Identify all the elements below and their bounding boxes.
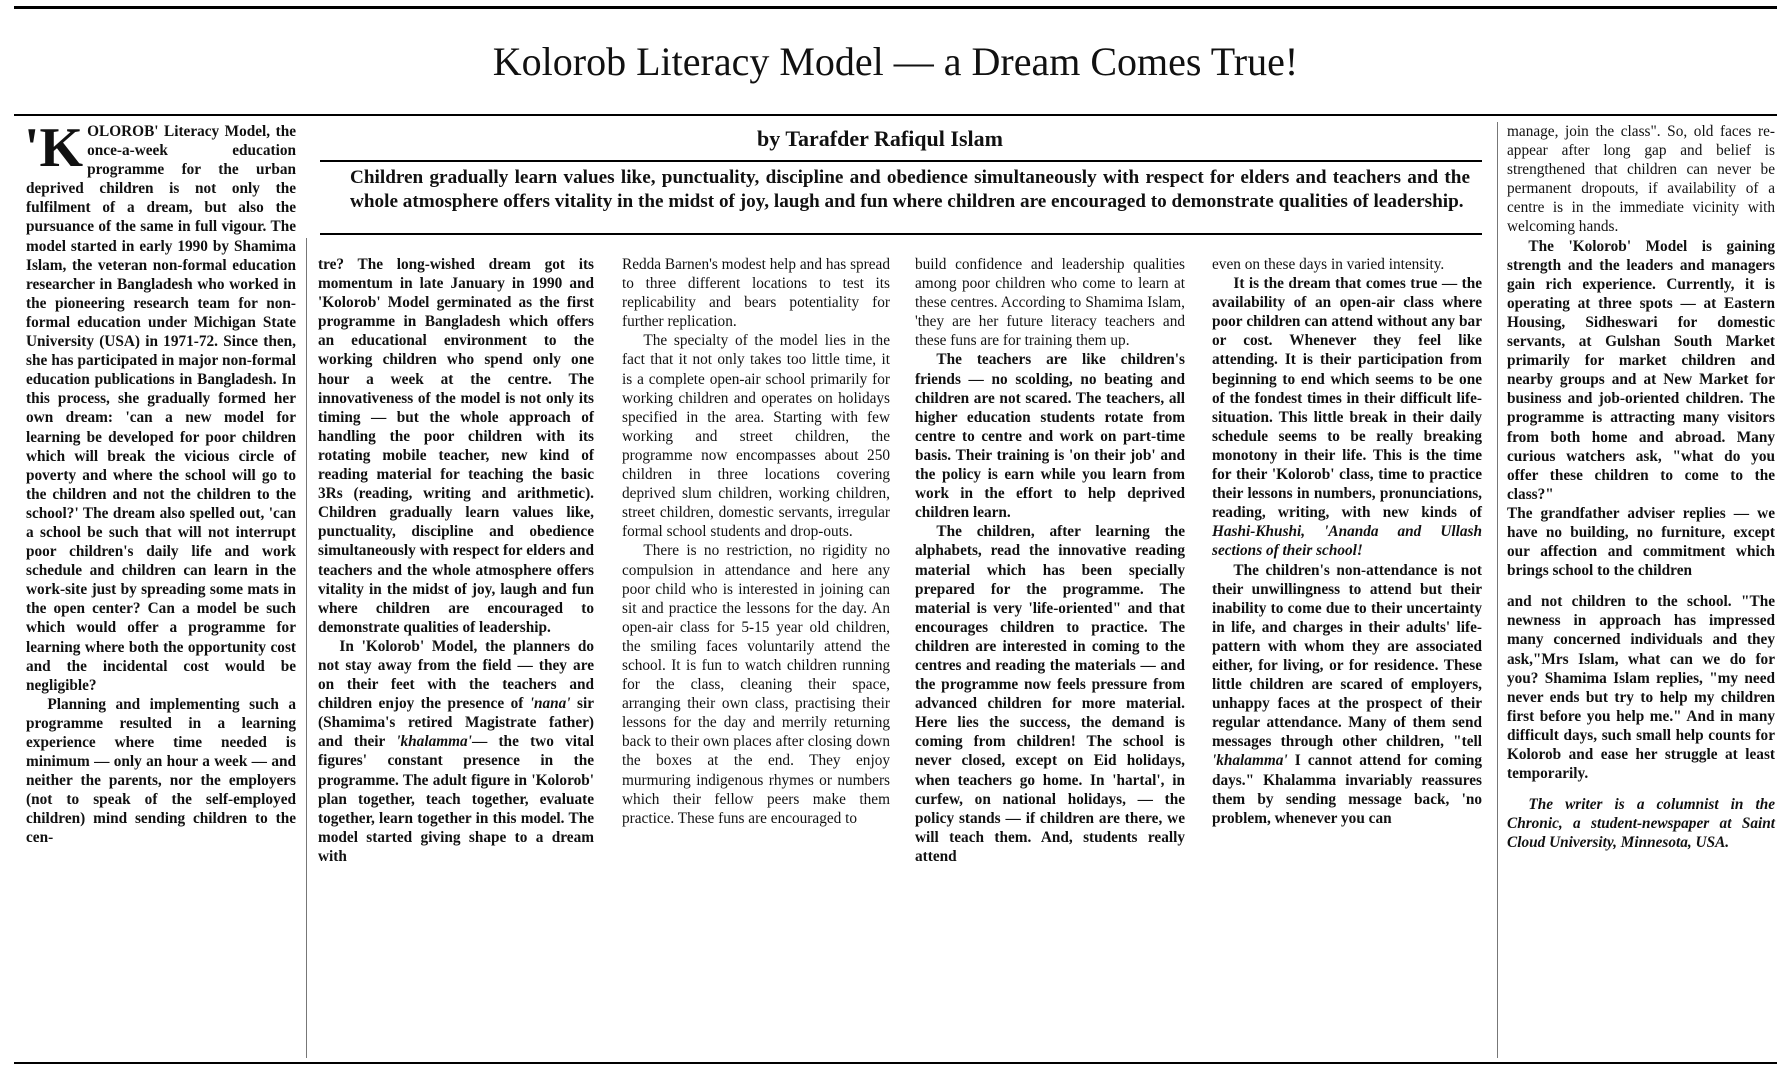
top-rule <box>14 6 1777 9</box>
col1-p1-text: OLOROB' Literacy Model, the once-a-week education programme for the urban deprived children is not only the fulfilment of a dream, but also the pursuance of the same in full vigour. The model started in early 1990 by Shamima Islam, the veteran non-formal education researcher in Bangladesh who worked in the pioneering research team for non-formal education under Michigan State University (USA) in 1971-72. Since then, she has participated in major non-formal education publications in Bangladesh. In this process, she gradually formed her own dream: 'can a new model for learning be developed for poor children which will break the vicious circle of poverty and where the school will go to the children and not the children to the school?' The dream also spelled out, 'can a school be such that will not interrupt poor children's daily life and work schedule and children can learn in the work-site just by spreading some mats in the open center? Can a model be such which would offer a programme for learning where both the opportunity cost and the incidental cost would be negligible? <box>26 123 296 694</box>
headline-rule <box>14 114 1777 116</box>
column-2 <box>318 255 594 866</box>
column-divider <box>306 238 307 1058</box>
col5-p2-text-b: Hashi-Khushi, 'Ananda and Ullash sections of their school! <box>1212 523 1482 560</box>
column-5 <box>1212 255 1482 828</box>
byline: by Tarafder Rafiqul Islam <box>757 126 1003 151</box>
column-1 <box>24 117 296 848</box>
col6-paragraph-2: The 'Kolorob' Model is gaining strength and the leaders and managers gain rich experience. Currently, it is operating at three spots — at Eastern Housing, Sidheswari for domestic servants, at Gulshan South Market primarily for market children and nearby groups and at New Market for business and job-oriented children. The programme is attracting many visitors from both home and abroad. Many curious watchers ask, "what do you offer these children to come to the class?" <box>1507 237 1775 503</box>
column-divider-right <box>1497 122 1498 1058</box>
author-note: The writer is a columnist in the Chronic, a student-newspaper at Saint Cloud University, Minnesota, USA. <box>1507 796 1775 852</box>
col2-p2-text-a: In 'Kolorob' Model, the planners do not stay away from the field — they are on their feet with the teachers and children enjoy the presence of <box>318 637 594 713</box>
col5-p2-text-a: It is the dream that comes true — the availability of an open-air class where poor children can attend without any bar or cost. Whenever they feel like attending. It is their participation from beginning to end which seems to be one of the fondest times in their difficult life-situation. This little break in their daily schedule seems to be really breaking monotony in their life. This is the time for their 'Kolorob' class, time to practice their lessons in numbers, pronunciations, reading, writing, with new kinds of <box>1212 275 1482 522</box>
col1-paragraph-2: Planning and implementing such a programme resulted in a learning experience where time needed is minimum — only an hour a week — and neither the parents, nor the employers (not to speak of the self-employed children) mind sending children to the cen- <box>26 695 296 847</box>
col1-paragraph-1 <box>24 117 296 695</box>
column-3 <box>622 255 890 828</box>
col5-paragraph-2 <box>1212 274 1482 560</box>
col2-paragraph-2 <box>318 637 594 866</box>
headline: Kolorob Literacy Model — a Dream Comes True! <box>492 39 1299 84</box>
deck: Children gradually learn values like, punctuality, discipline and obedience simultaneously with respect for elders and teachers and the whole atmosphere offers vitality in the midst of joy, laugh and fun where children are encouraged to demonstrate qualities of leadership. <box>350 167 1470 212</box>
col2-p2-khalamma: 'khalamma' <box>396 733 472 751</box>
col3-paragraph-2: The specialty of the model lies in the fact that it not only takes too little time, it is a complete open-air school primarily for working children and operates on holidays specified in the area. Starting with few working and street children, the programme now encompasses about 250 children in three locations covering deprived slum children, working children, street children, domestic servants, irregular formal school students and drop-outs. <box>622 332 890 541</box>
col2-p2-nana: 'nana' <box>529 695 571 713</box>
col6-paragraph-3: The grandfather adviser replies — we have no building, no furniture, except our affection and commitment which brings school to the children <box>1507 504 1775 580</box>
col2-p2-text-b: sir (Shamima's retired Magistrate father) and their <box>318 695 594 751</box>
col6-paragraph-4: and not children to the school. "The newness in approach has impressed many concerned individuals and they ask,"Mrs Islam, what can we do for you? Shamima Islam replies, "my need never ends but try to help my children first before you help me." And in many difficult days, such small help counts for Kolorob and ease her struggle at least temporarily. <box>1507 593 1775 783</box>
deck-rule-top <box>320 160 1482 162</box>
deck-rule <box>320 233 1482 235</box>
col6-paragraph-1: manage, join the class". So, old faces re-appear after long gap and belief is strengthened that children can never be permanent dropouts, if availability of a centre is in the immediate vicinity with welcoming hands. <box>1507 123 1775 236</box>
col5-p3-text-a: The children's non-attendance is not their unwillingness to attend but their inability to come due to their uncertainty in life, and charges in their adults' life-pattern with whom they are associated either, for living, or for residence. These little children are scared of employers, unhappy faces at the prospect of their regular attendance. Many of them send messages through other children, "tell <box>1212 561 1482 751</box>
column-6 <box>1507 122 1775 852</box>
col2-p2-text-c: — the two vital figures' constant presence in the programme. The adult figure in 'Kolorob' plan together, teach together, evaluate together, learn together in this model. The model started giving shape to a dream with <box>318 733 594 865</box>
drop-cap: 'K <box>24 117 84 179</box>
bottom-rule <box>14 1062 1777 1064</box>
col5-paragraph-3 <box>1212 561 1482 828</box>
col5-p3-khalamma: 'khalamma' <box>1212 752 1288 770</box>
col4-paragraph-3: The children, after learning the alphabets, read the innovative reading material which has been specially prepared for the programme. The material is very 'life-oriented" and that encourages children to practice. The children are interested in coming to the centres and reading the materials — and the programme now feels pressure from advanced children for more material. Here lies the success, the demand is coming from children! The school is never closed, except on Eid holidays, when teachers go home. In 'hartal', in curfew, on national holidays, — the policy stands — if children are there, we will teach them. And, students really attend <box>915 523 1185 865</box>
col2-paragraph-1: tre? The long-wished dream got its momentum in late January in 1990 and 'Kolorob' Model germinated as the first programme in Bangladesh which offers an educational environment to the working children who spend only one hour a week at the centre. The innovativeness of the model is not only its timing — but the whole approach of handling the poor children with its rotating mobile teacher, new kind of reading material for teaching the basic 3Rs (reading, writing and arithmetic). Children gradually learn values like, punctuality, discipline and obedience simultaneously with respect for elders and teachers and the whole atmosphere offers vitality in the midst of joy, laugh and fun where children are encouraged to demonstrate qualities of leadership. <box>318 256 594 636</box>
col4-paragraph-1: build confidence and leadership qualities among poor children who come to learn at these centres. According to Shamima Islam, 'they are her future literacy teachers and these funs are for training them up. <box>915 256 1185 350</box>
col5-paragraph-1: even on these days in varied intensity. <box>1212 256 1445 273</box>
col5-p3-text-b: I cannot attend for coming days." Khalamma invariably reassures them by sending message back, 'no problem, whenever you can <box>1212 752 1482 827</box>
column-4 <box>915 255 1185 866</box>
col3-paragraph-1: Redda Barnen's modest help and has spread to three different locations to test its replicability and bears potentiality for further replication. <box>622 256 890 331</box>
col4-paragraph-2: The teachers are like children's friends — no scolding, no beating and children are not scared. The teachers, all higher education students rotate from centre to centre and work on part-time basis. Their training is 'on their job' and the policy is earn while you learn from work in the effort to help deprived children learn. <box>915 351 1185 522</box>
col3-paragraph-3: There is no restriction, no rigidity no compulsion in attendance and here any poor child who is interested in joining can sit and practice the lessons for the day. An open-air class for 5-15 year old children, the smiling faces voluntarily attend the school. It is fun to watch children running for the class, cleaning their space, arranging their own class, practising their lessons for the day and merrily returning back to their own places after closing down the boxes at the end. They enjoy murmuring indigenous rhymes or numbers which their fellow peers make them practice. These funs are encouraged to <box>622 542 890 827</box>
